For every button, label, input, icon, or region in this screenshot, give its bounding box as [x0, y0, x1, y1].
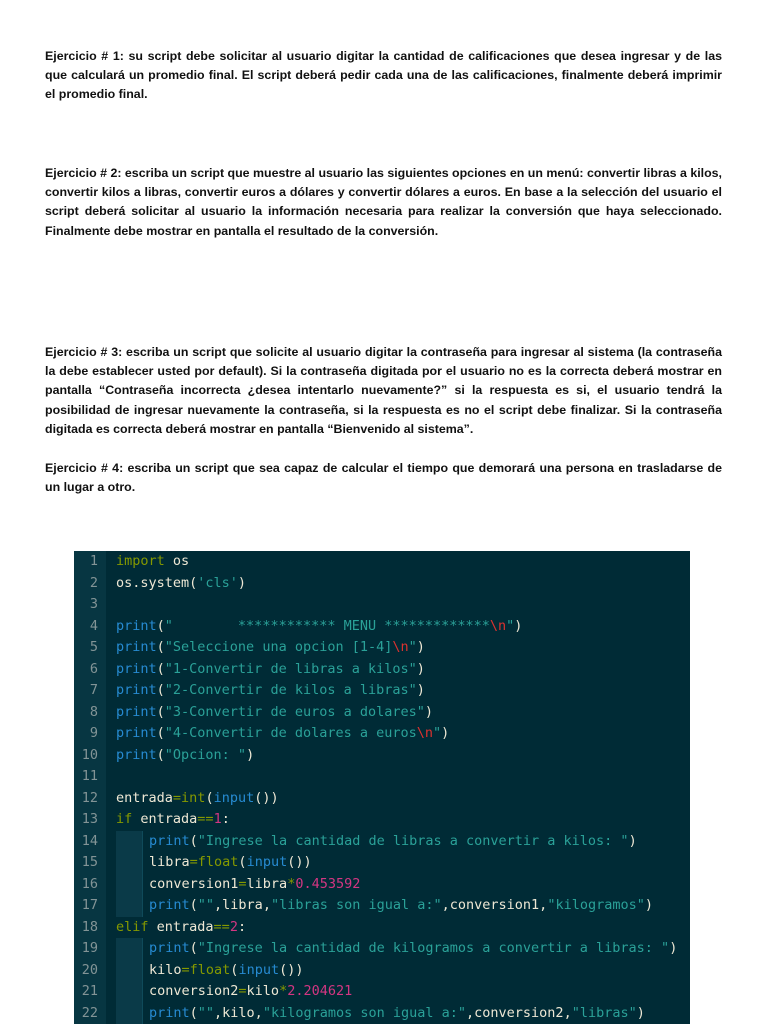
code-text [116, 551, 189, 573]
indent-guide [116, 874, 143, 896]
code-token: print [149, 940, 190, 956]
code-token: ()) [254, 789, 279, 806]
code-text [116, 616, 522, 638]
code-token: : [237, 918, 247, 935]
indent-guide [116, 852, 143, 874]
code-token: == [197, 811, 214, 827]
code-token: entrada [132, 811, 198, 827]
code-token: = [238, 983, 247, 999]
code-token: 2.204621 [287, 983, 353, 999]
code-line [74, 852, 690, 874]
code-token: ,libra, [214, 897, 271, 913]
code-token: ( [189, 1004, 198, 1021]
code-token: "kilogramos son igual a:" [262, 1004, 467, 1021]
code-token: kilo [246, 983, 280, 999]
code-line [74, 616, 690, 638]
indent-guide [116, 938, 143, 960]
code-text [116, 573, 246, 595]
code-token: print [116, 617, 157, 634]
code-token: "Seleccione una opcion [1-4] [164, 639, 393, 655]
code-text [116, 680, 425, 702]
code-token: libra [149, 854, 190, 870]
code-token: ( [189, 897, 198, 913]
code-token: print [116, 703, 157, 720]
code-token: * [287, 875, 296, 892]
code-token: ) [246, 746, 255, 763]
code-token: ,conversion1, [441, 897, 548, 913]
code-token: "Ingrese la cantidad de libras a convertir a kilos: " [197, 832, 629, 849]
code-line [74, 637, 690, 659]
code-token: : [221, 811, 230, 827]
line-number: 10 [81, 746, 98, 763]
indent-guide [116, 981, 143, 1003]
code-text [149, 895, 653, 917]
line-number: 8 [89, 703, 98, 720]
code-token: = [181, 961, 190, 978]
exercise-3-text: Ejercicio # 3: escriba un script que solicite al usuario digitar la contraseña para ingresar al sistema (la contraseña la debe establecer usted por default). Si la contraseña digitada por el usuario no es la correcta deberá mostrar en pantalla “Contraseña incorrecta ¿desea intentarlo nuevamente?” si la respuesta es si, el usuario tendrá la posibilidad de ingresar nuevamente la contraseña, si la respuesta es no el script debe finalizar. Si la contraseña digitada es correcta deberá mostrar en pantalla “Bienvenido al sistema”. [45, 345, 722, 436]
line-number: 11 [81, 768, 98, 784]
code-text [116, 788, 279, 810]
code-text [149, 938, 677, 960]
code-token: " [433, 725, 442, 741]
code-token: "Opcion: " [164, 746, 247, 763]
code-token: "4-Convertir de dolares a euros [164, 725, 417, 741]
code-line [74, 938, 690, 960]
code-token: 'cls' [197, 574, 238, 591]
code-token: entrada [116, 789, 173, 806]
code-line [74, 659, 690, 681]
code-token: ) [514, 617, 523, 634]
code-text [116, 809, 230, 831]
code-token: ()) [287, 854, 312, 870]
code-token: print [149, 1004, 190, 1021]
code-token: ( [156, 639, 165, 655]
line-number: 2 [89, 574, 98, 591]
code-line [74, 788, 690, 810]
code-token: conversion1 [149, 875, 239, 892]
code-text [116, 917, 246, 939]
code-token: import [116, 553, 165, 569]
code-token: kilo [149, 961, 182, 978]
code-token: ( [156, 617, 165, 634]
line-number: 13 [81, 811, 98, 827]
code-token: ( [189, 940, 198, 956]
indent-guide [116, 831, 143, 853]
code-text [149, 874, 360, 896]
code-token: ) [628, 832, 637, 849]
code-token: "" [197, 897, 215, 913]
code-token: ) [416, 639, 425, 655]
code-token: print [116, 682, 157, 698]
code-token: ( [156, 725, 165, 741]
code-token: = [238, 875, 247, 892]
exercise-2-text: Ejercicio # 2: escriba un script que muestre al usuario las siguientes opciones en un menú: convertir libras a kilos, convertir kilos a libras, convertir euros a dólares y convertir dólares a euros. En base a la selección del usuario el script deberá solicitar al usuario la información necesaria para realizar la conversión que haya seleccionado. Finalmente debe mostrar en pantalla el resultado de la conversión. [45, 166, 722, 238]
code-token: os [164, 553, 190, 569]
code-line [74, 594, 690, 616]
code-line [74, 895, 690, 917]
code-text [116, 659, 425, 681]
code-token: \n [489, 617, 507, 634]
code-token: if [116, 811, 133, 827]
code-token: "3-Convertir de euros a dolares" [164, 703, 425, 720]
code-token: conversion2 [149, 983, 239, 999]
line-number: 17 [81, 897, 98, 913]
code-token: ( [230, 961, 239, 978]
code-token: elif [116, 918, 149, 935]
code-line [74, 723, 690, 745]
line-number: 16 [81, 875, 98, 892]
code-text [149, 1003, 645, 1024]
line-number: 6 [89, 660, 98, 677]
code-token: "1-Convertir de libras a kilos" [164, 660, 417, 677]
code-token: ( [156, 746, 165, 763]
line-number: 20 [81, 961, 98, 978]
code-block [74, 551, 690, 1024]
code-token: ( [156, 682, 165, 698]
code-line [74, 551, 690, 573]
code-text [116, 745, 254, 767]
code-text [149, 831, 637, 853]
code-token: = [189, 854, 198, 870]
code-token: libra [246, 875, 288, 892]
code-token: float [197, 854, 239, 870]
code-token: print [149, 832, 190, 849]
code-text [149, 981, 352, 1003]
code-token: "kilogramos" [547, 897, 645, 913]
code-text [149, 960, 303, 982]
exercise-1-text: Ejercicio # 1: su script debe solicitar al usuario digitar la cantidad de calificaciones que desea ingresar y de las que calculará un promedio final. El script deberá pedir cada una de las calificaciones, finalmente deberá imprimir el promedio final. [45, 49, 722, 102]
code-token: \n [392, 639, 409, 655]
code-token: ) [644, 897, 653, 913]
code-line [74, 917, 690, 939]
code-token: ()) [279, 961, 304, 978]
code-token: ,conversion2, [466, 1004, 572, 1021]
code-token: = [172, 789, 182, 806]
code-token: ,kilo, [214, 1004, 263, 1021]
code-token: " [408, 639, 417, 655]
code-line [74, 680, 690, 702]
line-number: 21 [81, 983, 98, 999]
code-token: float [189, 961, 231, 978]
line-number: 3 [89, 596, 98, 612]
code-token: "2-Convertir de kilos a libras" [164, 682, 417, 698]
code-token: "libras" [571, 1004, 637, 1021]
code-token: 0.453592 [295, 875, 361, 892]
code-token: int [181, 789, 206, 806]
code-line [74, 960, 690, 982]
line-number: 1 [89, 553, 98, 569]
code-token: ) [441, 725, 450, 741]
code-token: ( [238, 854, 247, 870]
line-number: 9 [89, 725, 98, 741]
code-token: print [116, 746, 157, 763]
code-line [74, 702, 690, 724]
code-token: \n [416, 725, 434, 741]
line-number: 22 [81, 1004, 98, 1021]
line-number: 4 [89, 617, 98, 634]
code-token: ) [669, 940, 678, 956]
code-token: "Ingrese la cantidad de kilogramos a convertir a libras: " [197, 940, 670, 956]
code-line [74, 745, 690, 767]
code-token: 2 [229, 918, 238, 935]
code-token: ( [189, 832, 198, 849]
line-number: 15 [81, 854, 98, 870]
code-token: input [238, 961, 280, 978]
code-token: entrada [148, 918, 214, 935]
code-line [74, 766, 690, 788]
code-text [116, 637, 425, 659]
code-token: ( [156, 660, 165, 677]
code-token: "libras son igual a:" [270, 897, 442, 913]
code-token: 1 [213, 811, 222, 827]
code-text [116, 702, 433, 724]
code-text [149, 852, 312, 874]
code-token: ( [205, 789, 214, 806]
code-line [74, 874, 690, 896]
code-token: == [213, 918, 230, 935]
line-number: 14 [81, 832, 98, 849]
code-token: "" [197, 1004, 215, 1021]
code-token: * [279, 983, 288, 999]
code-token: print [116, 660, 157, 677]
code-line [74, 831, 690, 853]
indent-guide [116, 895, 143, 917]
code-token: " ************ MENU ************* [164, 617, 490, 634]
code-token: print [116, 725, 157, 741]
code-text [116, 723, 449, 745]
code-token: ) [636, 1004, 645, 1021]
code-line [74, 573, 690, 595]
exercise-4-text: Ejercicio # 4: escriba un script que sea capaz de calcular el tiempo que demorará una persona en trasladarse de un lugar a otro. [45, 461, 722, 495]
code-token: ) [424, 703, 434, 720]
line-number: 19 [81, 940, 98, 956]
code-token: input [213, 789, 255, 806]
code-token: input [246, 854, 288, 870]
line-number: 18 [81, 918, 98, 935]
code-token: print [116, 639, 157, 655]
line-number: 5 [89, 639, 98, 655]
code-token: " [506, 617, 515, 634]
code-token: ( [156, 703, 165, 720]
code-line [74, 1003, 690, 1024]
code-token: ) [237, 574, 247, 591]
indent-guide [116, 960, 143, 982]
code-token: ) [416, 682, 425, 698]
code-token: ) [416, 660, 425, 677]
code-line [74, 981, 690, 1003]
code-token: os.system( [116, 574, 198, 591]
code-line [74, 809, 690, 831]
line-number: 7 [89, 682, 98, 698]
code-token: print [149, 897, 190, 913]
line-number: 12 [81, 789, 98, 806]
indent-guide [116, 1003, 143, 1024]
